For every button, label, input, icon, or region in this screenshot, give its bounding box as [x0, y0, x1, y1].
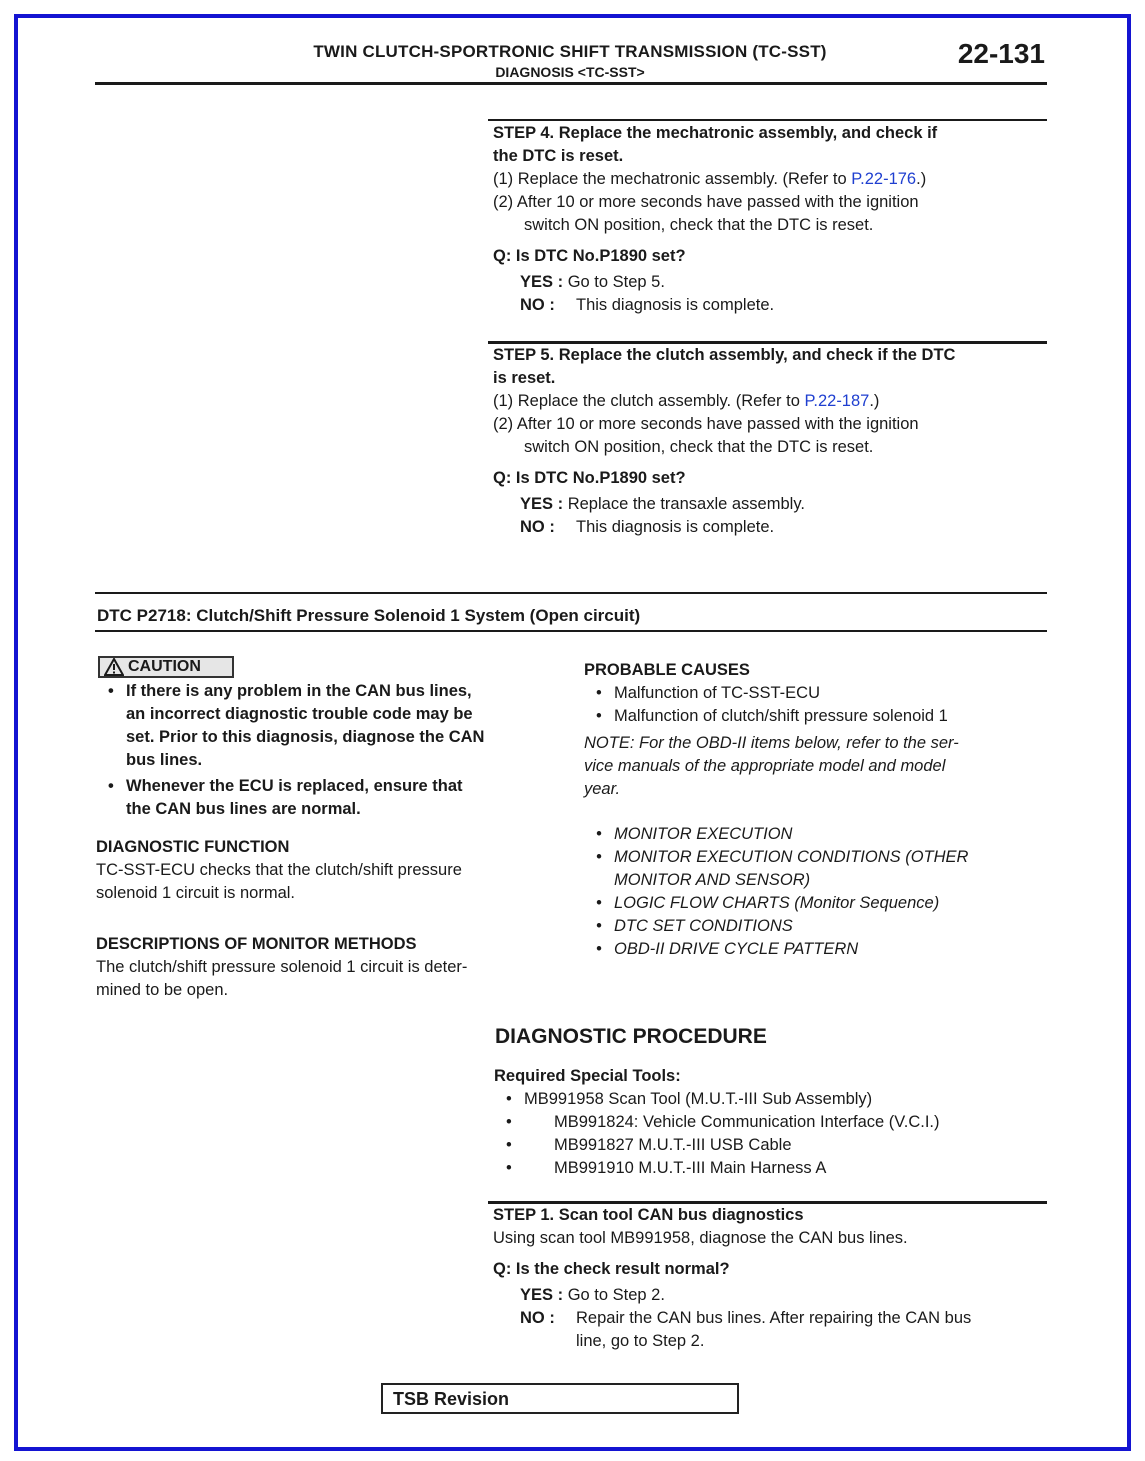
step4-no-answer: [493, 294, 1046, 317]
yes-text: Go to Step 5.: [567, 273, 665, 291]
no-text: This diagnosis is complete.: [576, 296, 775, 314]
tool-sub-vci: [494, 1111, 1044, 1134]
step4-reference-link[interactable]: P.22-176: [851, 170, 917, 188]
dtc-title: DTC P2718: Clutch/Shift Pressure Solenoid 1 System (Open circuit): [97, 606, 641, 625]
tool-sub-usb: [494, 1134, 1044, 1157]
header-rule: [95, 82, 1047, 85]
monitor-methods-line1: The clutch/shift pressure solenoid 1 circuit is deter-: [96, 958, 468, 976]
step1-section: [493, 1204, 1046, 1353]
diagnostic-function-line2: solenoid 1 circuit is normal.: [96, 884, 295, 902]
no-label: NO :: [520, 518, 555, 536]
obd-item-execution-conditions-cont: MONITOR AND SENSOR): [614, 871, 811, 889]
step1-yes-answer: [493, 1284, 1046, 1307]
caution-bullet-1-line: an incorrect diagnostic trouble code may be: [126, 705, 473, 723]
caution-label: CAUTION: [128, 658, 201, 675]
cause-item-1: • Malfunction of TC-SST-ECU: [584, 682, 1044, 705]
header-subtitle: DIAGNOSIS <TC-SST>: [495, 64, 645, 80]
step5-yes-answer: [493, 493, 1046, 516]
note-line1: NOTE: For the OBD-II items below, refer to the ser-: [584, 734, 959, 752]
step4-section: [493, 122, 1046, 317]
yes-label: YES :: [520, 273, 564, 291]
step5-heading-line2: is reset.: [493, 369, 556, 387]
tool-main: • MB991958 Scan Tool (M.U.T.-III Sub Assembly): [494, 1088, 1044, 1111]
step4-question: Q: Is DTC No.P1890 set?: [493, 247, 686, 265]
procedure-title: DIAGNOSTIC PROCEDURE: [495, 1025, 767, 1048]
step5-section: [493, 344, 1046, 539]
step1-heading: STEP 1. Scan tool CAN bus diagnostics: [493, 1206, 804, 1224]
obd-item-monitor-execution: • MONITOR EXECUTION: [584, 823, 1044, 846]
probable-causes-section: [584, 659, 1044, 961]
step4-item2-line2: switch ON position, check that the DTC is reset.: [524, 216, 874, 234]
monitor-methods-heading: DESCRIPTIONS OF MONITOR METHODS: [96, 935, 417, 953]
no-text: Repair the CAN bus lines. After repairing the CAN bus: [576, 1309, 972, 1327]
caution-bullet-1-line: • If there is any problem in the CAN bus lines,: [126, 682, 472, 700]
tool-sub-vci-text: MB991824: Vehicle Communication Interface (V.C.I.): [554, 1113, 940, 1131]
diagnostic-function-line1: TC-SST-ECU checks that the clutch/shift pressure: [96, 861, 462, 879]
caution-bullet-2-line: the CAN bus lines are normal.: [126, 800, 361, 818]
diagnostic-function-section: [96, 836, 566, 905]
tool-sub-harness-text: MB991910 M.U.T.-III Main Harness A: [554, 1159, 827, 1177]
special-tools-section: [494, 1065, 1044, 1180]
step1-no-answer: [493, 1307, 1046, 1330]
step4-item1: [493, 168, 1046, 191]
no-label: NO :: [520, 296, 555, 314]
note-line2: vice manuals of the appropriate model and model: [584, 757, 946, 775]
step4-yes-answer: [493, 271, 1046, 294]
yes-text: Replace the transaxle assembly.: [567, 495, 805, 513]
step4-item1-end: .): [916, 170, 927, 188]
obd-items: [584, 823, 1044, 961]
caution-bullet-1: [96, 680, 566, 772]
step4-item2-line1: (2) After 10 or more seconds have passed with the ignition: [493, 193, 919, 211]
caution-bullet-1-line: set. Prior to this diagnosis, diagnose the CAN: [126, 728, 485, 746]
special-tools-heading: Required Special Tools:: [494, 1067, 681, 1085]
no-label: NO :: [520, 1309, 555, 1327]
probable-causes-heading: PROBABLE CAUSES: [584, 661, 750, 679]
step1-no-answer-cont: line, go to Step 2.: [576, 1332, 705, 1350]
dtc-top-rule: [95, 592, 1047, 594]
dtc-bottom-rule: [95, 630, 1047, 632]
obd-item-logic-flow: • LOGIC FLOW CHARTS (Monitor Sequence): [584, 892, 1044, 915]
tsb-revision-box: TSB Revision: [381, 1383, 739, 1414]
caution-bullet-2: [96, 775, 566, 821]
monitor-methods-section: [96, 933, 566, 1002]
note-line3: year.: [584, 780, 621, 798]
monitor-methods-line2: mined to be open.: [96, 981, 229, 999]
yes-label: YES :: [520, 1286, 564, 1304]
caution-bullet-1-line: bus lines.: [126, 751, 203, 769]
step5-reference-link[interactable]: P.22-187: [804, 392, 870, 410]
yes-text: Go to Step 2.: [567, 1286, 665, 1304]
step4-heading-line1: STEP 4. Replace the mechatronic assembly, and check if: [493, 124, 938, 142]
step1-text: Using scan tool MB991958, diagnose the CAN bus lines.: [493, 1229, 908, 1247]
caution-bullet-2-line: • Whenever the ECU is replaced, ensure that: [126, 777, 463, 795]
step4-item1-text: (1) Replace the mechatronic assembly. (Refer to: [493, 170, 852, 188]
caution-box: [98, 656, 234, 678]
step5-item2-line2: switch ON position, check that the DTC is reset.: [524, 438, 874, 456]
step5-item1-text: (1) Replace the clutch assembly. (Refer to: [493, 392, 805, 410]
step5-item2-line1: (2) After 10 or more seconds have passed with the ignition: [493, 415, 919, 433]
cause-item-2: • Malfunction of clutch/shift pressure solenoid 1: [584, 705, 1044, 728]
step5-item1: [493, 390, 1046, 413]
obd-item-execution-conditions: • MONITOR EXECUTION CONDITIONS (OTHER: [584, 846, 1044, 869]
obd-item-drive-cycle: • OBD-II DRIVE CYCLE PATTERN: [584, 938, 1044, 961]
step4-heading-line2: the DTC is reset.: [493, 147, 624, 165]
tool-sub-usb-text: MB991827 M.U.T.-III USB Cable: [554, 1136, 792, 1154]
header-title: TWIN CLUTCH-SPORTRONIC SHIFT TRANSMISSION (TC-SST): [313, 42, 827, 61]
step5-item1-end: .): [869, 392, 880, 410]
yes-label: YES :: [520, 495, 564, 513]
step5-question: Q: Is DTC No.P1890 set?: [493, 469, 686, 487]
page-number: 22-131: [957, 38, 1045, 69]
diagnostic-function-heading: DIAGNOSTIC FUNCTION: [96, 838, 290, 856]
step1-question: Q: Is the check result normal?: [493, 1260, 730, 1278]
step4-rule: [488, 119, 1047, 121]
tool-sub-harness: [494, 1157, 1044, 1180]
obd-item-dtc-set: • DTC SET CONDITIONS: [584, 915, 1044, 938]
step5-no-answer: [493, 516, 1046, 539]
caution-bullets: [96, 680, 566, 821]
step5-heading-line1: STEP 5. Replace the clutch assembly, and check if the DTC: [493, 346, 956, 364]
no-text: This diagnosis is complete.: [576, 518, 775, 536]
warning-triangle-icon: [104, 658, 124, 676]
